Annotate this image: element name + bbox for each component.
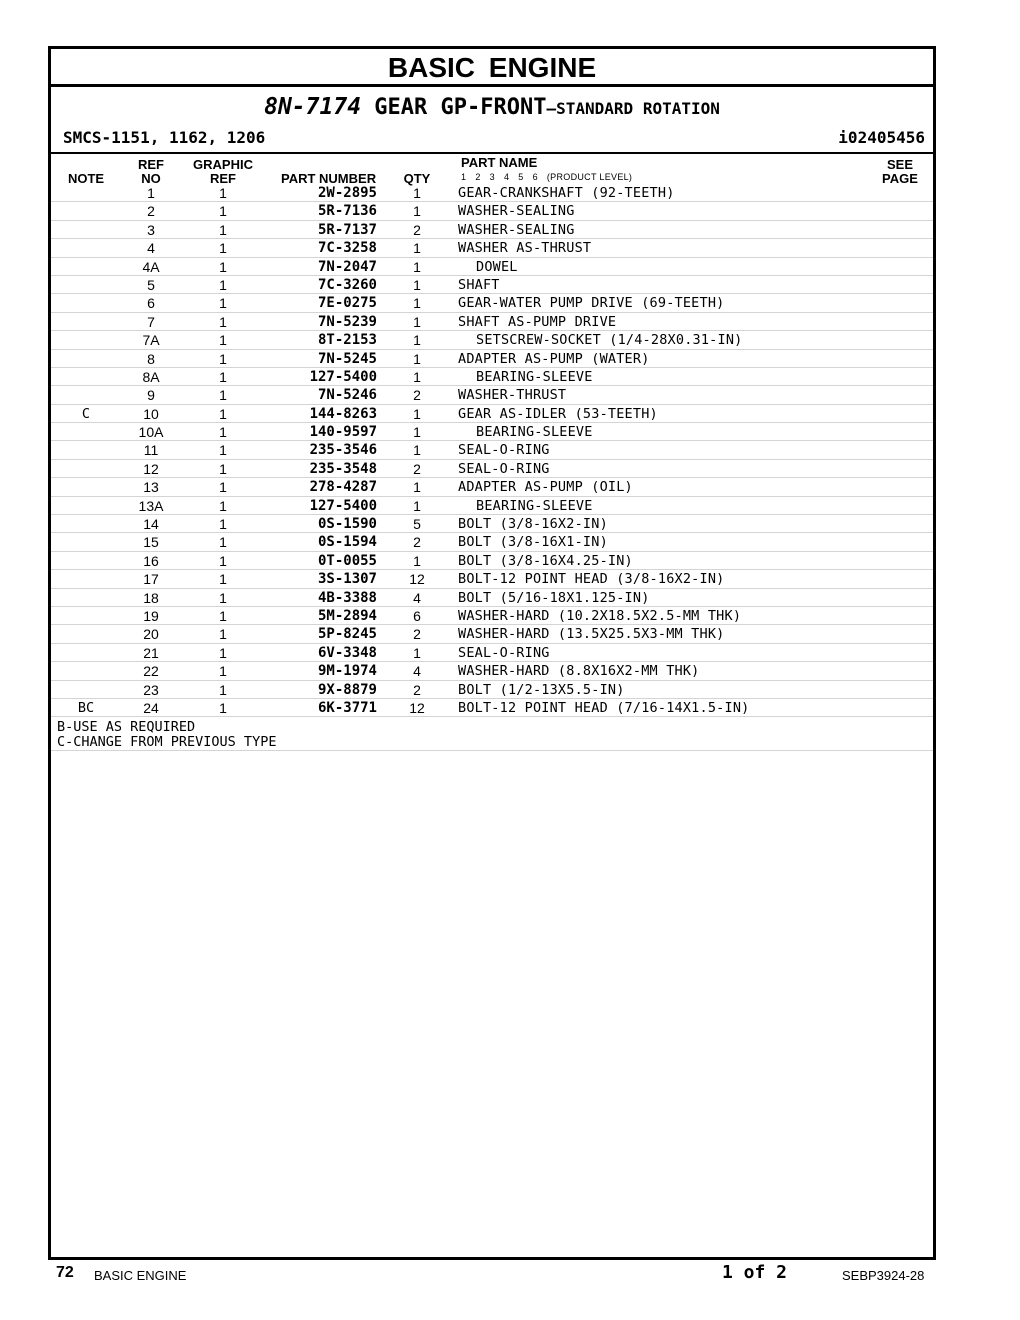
product-level-label: (PRODUCT LEVEL) [546, 172, 633, 182]
row-part-number: 144-8263 [309, 405, 377, 422]
row-qty: 4 [413, 589, 421, 606]
group-suffix: —STANDARD ROTATION [546, 99, 720, 118]
row-part-name: BOLT-12 POINT HEAD (3/8-16X2-IN) [458, 571, 725, 588]
row-qty: 4 [413, 663, 421, 680]
row-graphic-ref: 1 [219, 313, 227, 330]
row-qty: 1 [413, 295, 421, 312]
row-graphic-ref: 1 [219, 534, 227, 551]
row-qty: 5 [413, 516, 421, 533]
row-graphic-ref: 1 [219, 387, 227, 404]
table-row [51, 589, 933, 607]
row-part-name: GEAR-CRANKSHAFT (92-TEETH) [458, 185, 675, 201]
col-graphic-top: GRAPHIC [193, 157, 253, 172]
row-part-name: WASHER-THRUST [458, 387, 567, 404]
row-ref-no: 4 [147, 240, 155, 257]
row-part-number: 7E-0275 [317, 295, 377, 312]
table-row [51, 699, 933, 717]
col-see-bottom: PAGE [882, 171, 918, 186]
row-part-name: ADAPTER AS-PUMP (WATER) [458, 350, 650, 367]
row-part-name: DOWEL [476, 258, 518, 275]
table-row [51, 552, 933, 570]
table-row [51, 515, 933, 533]
row-note: BC [77, 699, 95, 716]
row-part-number: 7N-5239 [317, 313, 377, 330]
col-part-number: PART NUMBER [281, 171, 377, 186]
row-ref-no: 11 [143, 442, 159, 459]
row-graphic-ref: 1 [219, 442, 227, 459]
row-part-name: BOLT-12 POINT HEAD (7/16-14X1.5-IN) [458, 699, 750, 716]
table-row [51, 570, 933, 588]
row-qty: 6 [413, 607, 421, 624]
row-ref-no: 1 [147, 185, 155, 201]
footer-sheet: 1 of 2 [722, 1262, 788, 1283]
row-part-name: BEARING-SLEEVE [476, 368, 593, 385]
row-part-name: GEAR AS-IDLER (53-TEETH) [458, 405, 658, 422]
row-part-name: BOLT (5/16-18X1.125-IN) [458, 589, 650, 606]
row-ref-no: 10A [138, 424, 164, 441]
document-ident: i02405456 [838, 128, 925, 147]
row-graphic-ref: 1 [219, 516, 227, 533]
row-part-name: SHAFT AS-PUMP DRIVE [458, 313, 617, 330]
row-part-number: 127-5400 [309, 497, 377, 514]
table-row [51, 423, 933, 441]
footer-section: BASIC ENGINE [94, 1268, 187, 1283]
row-graphic-ref: 1 [219, 644, 227, 661]
row-ref-no: 13A [138, 497, 164, 514]
product-level-5: 5 [518, 172, 524, 182]
row-ref-no: 6 [147, 295, 155, 312]
row-qty: 12 [409, 699, 425, 716]
row-part-number: 5R-7137 [317, 221, 377, 238]
row-part-name: BEARING-SLEEVE [476, 497, 593, 514]
row-graphic-ref: 1 [219, 663, 227, 680]
col-ref-bottom: NO [141, 171, 161, 186]
row-part-name: WASHER-HARD (10.2X18.5X2.5-MM THK) [458, 607, 742, 624]
row-graphic-ref: 1 [219, 460, 227, 477]
row-ref-no: 14 [143, 516, 159, 533]
row-qty: 1 [413, 442, 421, 459]
row-graphic-ref: 1 [219, 479, 227, 496]
row-ref-no: 21 [143, 644, 159, 661]
row-part-number: 9X-8879 [317, 681, 377, 698]
section-title: BASIC ENGINE [51, 49, 933, 87]
table-row [51, 276, 933, 294]
table-row [51, 662, 933, 680]
row-qty: 2 [413, 387, 421, 404]
row-part-number: 7C-3258 [317, 240, 377, 257]
table-row [51, 644, 933, 662]
row-part-name: SEAL-O-RING [458, 460, 550, 477]
row-part-number: 0T-0055 [317, 552, 377, 569]
note-b: B-USE AS REQUIRED [57, 719, 196, 735]
row-qty: 1 [413, 313, 421, 330]
row-qty: 1 [413, 424, 421, 441]
table-row [51, 441, 933, 459]
row-part-number: 0S-1590 [317, 516, 377, 533]
row-graphic-ref: 1 [219, 497, 227, 514]
row-part-name: GEAR-WATER PUMP DRIVE (69-TEETH) [458, 295, 725, 312]
table-row [51, 294, 933, 312]
row-ref-no: 7 [147, 313, 155, 330]
row-ref-no: 4A [142, 258, 160, 275]
table-row [51, 368, 933, 386]
row-qty: 1 [413, 479, 421, 496]
row-part-number: 4B-3388 [317, 589, 377, 606]
product-level-scale [461, 172, 641, 182]
table-row [51, 239, 933, 257]
row-part-number: 9M-1974 [317, 663, 377, 680]
row-qty: 1 [413, 405, 421, 422]
row-part-name: SETSCREW-SOCKET (1/4-28X0.31-IN) [476, 332, 743, 349]
row-part-number: 3S-1307 [317, 571, 377, 588]
row-part-number: 6K-3771 [317, 699, 377, 716]
row-graphic-ref: 1 [219, 405, 227, 422]
row-part-number: 235-3546 [309, 442, 377, 459]
row-graphic-ref: 1 [219, 607, 227, 624]
row-ref-no: 5 [147, 276, 155, 293]
row-part-name: SEAL-O-RING [458, 644, 550, 661]
row-part-number: 5R-7136 [317, 203, 377, 220]
row-part-number: 7C-3260 [317, 276, 377, 293]
table-row [51, 625, 933, 643]
row-qty: 1 [413, 350, 421, 367]
row-part-name: SEAL-O-RING [458, 442, 550, 459]
table-row [51, 533, 933, 551]
row-part-number: 140-9597 [309, 424, 377, 441]
col-see-top: SEE [886, 157, 913, 172]
row-part-name: BEARING-SLEEVE [476, 424, 593, 441]
notes-rule [51, 750, 933, 751]
page-frame [48, 46, 936, 1260]
product-level-1: 1 [461, 172, 467, 182]
row-graphic-ref: 1 [219, 295, 227, 312]
row-part-number: 7N-5245 [317, 350, 377, 367]
row-graphic-ref: 1 [219, 681, 227, 698]
table-row [51, 331, 933, 349]
row-part-name: WASHER-SEALING [458, 203, 575, 220]
col-note: NOTE [67, 171, 105, 186]
table-row [51, 497, 933, 515]
row-graphic-ref: 1 [219, 240, 227, 257]
row-part-name: BOLT (1/2-13X5.5-IN) [458, 681, 625, 698]
table-row [51, 258, 933, 276]
table-row [51, 681, 933, 699]
row-qty: 1 [413, 644, 421, 661]
footer-page-number: 72 [56, 1264, 74, 1281]
row-part-name: BOLT (3/8-16X4.25-IN) [458, 552, 633, 569]
row-graphic-ref: 1 [219, 626, 227, 643]
row-qty: 1 [413, 552, 421, 569]
table-row [51, 460, 933, 478]
row-ref-no: 12 [143, 460, 159, 477]
row-part-number: 235-3548 [309, 460, 377, 477]
row-part-number: 6V-3348 [317, 644, 377, 661]
row-graphic-ref: 1 [219, 699, 227, 716]
row-part-name: ADAPTER AS-PUMP (OIL) [458, 479, 633, 496]
row-graphic-ref: 1 [219, 332, 227, 349]
row-graphic-ref: 1 [219, 258, 227, 275]
row-part-name: BOLT (3/8-16X2-IN) [458, 516, 608, 533]
product-level-3: 3 [489, 172, 495, 182]
row-ref-no: 24 [143, 699, 159, 716]
row-qty: 1 [413, 276, 421, 293]
row-note: C [81, 405, 91, 422]
row-ref-no: 19 [143, 607, 159, 624]
row-qty: 2 [413, 681, 421, 698]
col-ref-top: REF [138, 157, 164, 172]
row-ref-no: 15 [143, 534, 159, 551]
row-graphic-ref: 1 [219, 571, 227, 588]
row-ref-no: 13 [143, 479, 159, 496]
row-qty: 1 [413, 368, 421, 385]
row-part-number: 278-4287 [309, 479, 377, 496]
row-ref-no: 8A [142, 368, 160, 385]
row-graphic-ref: 1 [219, 424, 227, 441]
row-ref-no: 9 [147, 387, 155, 404]
row-part-name: WASHER-HARD (8.8X16X2-MM THK) [458, 663, 700, 680]
table-row [51, 405, 933, 423]
note-c: C-CHANGE FROM PREVIOUS TYPE [57, 734, 277, 750]
row-part-number: 7N-2047 [317, 258, 377, 275]
row-graphic-ref: 1 [219, 350, 227, 367]
footer-document: SEBP3924-28 [842, 1268, 925, 1283]
row-part-name: SHAFT [458, 276, 500, 293]
row-part-number: 7N-5246 [317, 387, 377, 404]
row-ref-no: 23 [143, 681, 159, 698]
row-graphic-ref: 1 [219, 552, 227, 569]
row-ref-no: 8 [147, 350, 155, 367]
row-graphic-ref: 1 [219, 589, 227, 606]
product-level-2: 2 [475, 172, 481, 182]
table-row [51, 386, 933, 404]
row-part-number: 127-5400 [309, 368, 377, 385]
row-part-number: 0S-1594 [317, 534, 377, 551]
group-part-number: 8N-7174 [264, 94, 362, 120]
table-row [51, 202, 933, 220]
row-ref-no: 17 [143, 571, 159, 588]
table-row [51, 221, 933, 239]
product-level-4: 4 [503, 172, 510, 182]
notes-block [57, 720, 276, 750]
row-graphic-ref: 1 [219, 185, 227, 201]
row-ref-no: 16 [143, 552, 159, 569]
row-part-name: BOLT (3/8-16X1-IN) [458, 534, 608, 551]
header-rule [51, 152, 933, 154]
row-qty: 2 [413, 626, 421, 643]
row-part-number: 5P-8245 [317, 626, 377, 643]
row-qty: 1 [413, 332, 421, 349]
table-row [51, 184, 933, 202]
row-part-number: 2W-2895 [317, 185, 377, 201]
table-row [51, 313, 933, 331]
row-qty: 2 [413, 460, 421, 477]
row-graphic-ref: 1 [219, 221, 227, 238]
row-qty: 1 [413, 185, 421, 201]
parts-list [51, 184, 933, 717]
product-level-6: 6 [532, 172, 538, 182]
group-name: GEAR GP-FRONT [361, 95, 547, 120]
row-qty: 1 [413, 497, 421, 514]
row-ref-no: 22 [143, 663, 159, 680]
row-qty: 2 [413, 534, 421, 551]
row-part-name: WASHER AS-THRUST [458, 240, 592, 257]
col-graphic-bottom: REF [210, 171, 236, 186]
table-row [51, 350, 933, 368]
row-graphic-ref: 1 [219, 276, 227, 293]
row-part-name: WASHER-HARD (13.5X25.5X3-MM THK) [458, 626, 725, 643]
row-qty: 12 [409, 571, 425, 588]
row-qty: 1 [413, 258, 421, 275]
row-part-number: 8T-2153 [317, 332, 377, 349]
row-graphic-ref: 1 [219, 368, 227, 385]
row-part-number: 5M-2894 [317, 607, 377, 624]
col-part-name: PART NAME [461, 155, 538, 170]
row-ref-no: 18 [143, 589, 159, 606]
smcs-codes: SMCS-1151, 1162, 1206 [63, 128, 266, 147]
row-graphic-ref: 1 [219, 203, 227, 220]
row-ref-no: 3 [147, 221, 155, 238]
row-ref-no: 7A [142, 332, 160, 349]
row-qty: 1 [413, 203, 421, 220]
row-qty: 1 [413, 240, 421, 257]
group-title [51, 93, 933, 124]
row-qty: 2 [413, 221, 421, 238]
table-row [51, 478, 933, 496]
row-ref-no: 20 [143, 626, 159, 643]
row-ref-no: 2 [147, 203, 155, 220]
table-row [51, 607, 933, 625]
row-ref-no: 10 [143, 405, 159, 422]
col-qty: QTY [403, 171, 431, 186]
row-part-name: WASHER-SEALING [458, 221, 575, 238]
